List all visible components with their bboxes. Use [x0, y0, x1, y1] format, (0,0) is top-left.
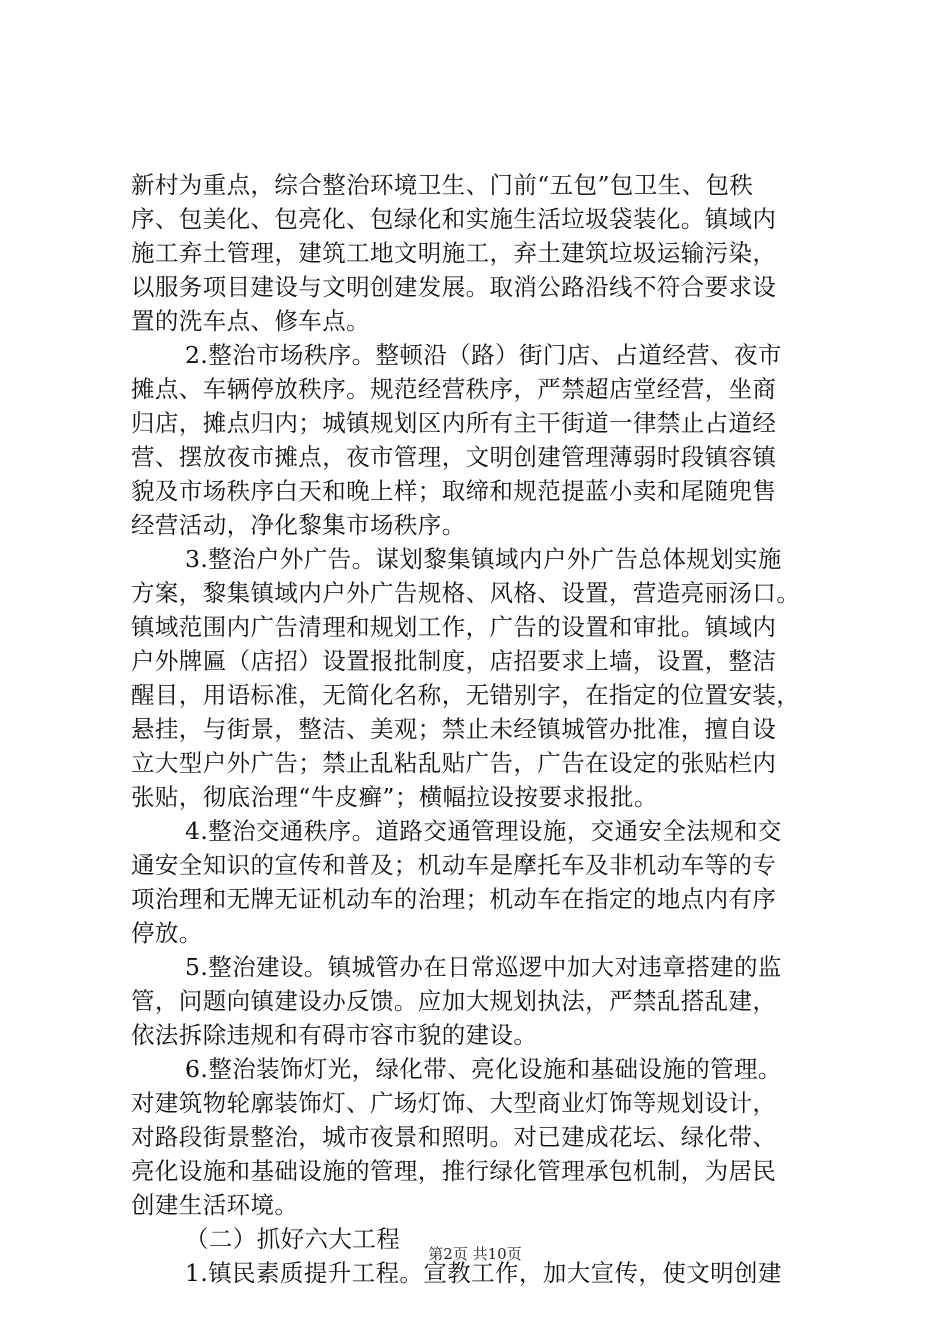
text-line: 置的洗车点、修车点。	[131, 307, 370, 335]
text-line: 停放。	[131, 919, 203, 947]
text-line: 序、包美化、包亮化、包绿化和实施生活垃圾袋装化。镇域内	[131, 205, 777, 233]
paragraph-start-line: 2.整治市场秩序。整顿沿（路）街门店、占道经营、夜市	[185, 341, 782, 369]
text-line: 管，问题向镇建设办反馈。应加大规划执法，严禁乱搭乱建，	[131, 987, 777, 1015]
paragraph-start-line: 3.整治户外广告。谋划黎集镇域内户外广告总体规划实施	[185, 545, 782, 573]
text-line: 通安全知识的宣传和普及；机动车是摩托车及非机动车等的专	[131, 851, 777, 879]
text-line: 施工弃土管理，建筑工地文明施工，弃土建筑垃圾运输污染，	[131, 239, 777, 267]
body-text	[131, 168, 831, 1290]
paragraph-start-line: 4.整治交通秩序。道路交通管理设施，交通安全法规和交	[185, 817, 782, 845]
text-line: 对路段街景整治，城市夜景和照明。对已建成花坛、绿化带、	[131, 1123, 777, 1151]
text-line: 摊点、车辆停放秩序。规范经营秩序，严禁超店堂经营，坐商	[131, 375, 777, 403]
page-footer: 第2页 共10页	[428, 1245, 522, 1263]
text-line: 醒目，用语标准，无简化名称，无错别字，在指定的位置安装，	[131, 681, 801, 709]
text-line: 以服务项目建设与文明创建发展。取消公路沿线不符合要求设	[131, 273, 777, 301]
text-line: 悬挂，与街景，整洁、美观；禁止未经镇城管办批准，擅自设	[131, 715, 777, 743]
text-line: 新村为重点，综合整治环境卫生、门前“五包”包卫生、包秩	[131, 171, 754, 199]
text-line: 营、摆放夜市摊点，夜市管理，文明创建管理薄弱时段镇容镇	[131, 443, 777, 471]
text-line: 方案，黎集镇域内户外广告规格、风格、设置，营造亮丽汤口。	[131, 579, 801, 607]
text-line: 经营活动，净化黎集市场秩序。	[131, 511, 466, 539]
paragraph-start-line: 5.整治建设。镇城管办在日常巡逻中加大对违章搭建的监	[185, 953, 782, 981]
paragraph-start-line: 6.整治装饰灯光，绿化带、亮化设施和基础设施的管理。	[185, 1055, 782, 1083]
text-line: 户外牌匾（店招）设置报批制度，店招要求上墙，设置，整洁	[131, 647, 777, 675]
text-line: 项治理和无牌无证机动车的治理；机动车在指定的地点内有序	[131, 885, 777, 913]
text-line: 亮化设施和基础设施的管理，推行绿化管理承包机制，为居民	[131, 1157, 777, 1185]
text-line: 归店，摊点归内；城镇规划区内所有主干街道一律禁止占道经	[131, 409, 777, 437]
text-line: 依法拆除违规和有碍市容市貌的建设。	[131, 1021, 538, 1049]
text-line: 张贴，彻底治理“牛皮癣”；横幅拉设按要求报批。	[131, 783, 658, 811]
text-line: 貌及市场秩序白天和晚上样；取缔和规范提蓝小卖和尾随兜售	[131, 477, 777, 505]
text-line: 创建生活环境。	[131, 1191, 299, 1219]
paragraph-start-line: 1.镇民素质提升工程。宣教工作，加大宣传，使文明创建	[185, 1259, 782, 1287]
text-line: 对建筑物轮廓装饰灯、广场灯饰、大型商业灯饰等规划设计，	[131, 1089, 777, 1117]
text-line: 镇域范围内广告清理和规划工作，广告的设置和审批。镇域内	[131, 613, 777, 641]
section-heading: （二）抓好六大工程	[185, 1225, 401, 1253]
text-line: 立大型户外广告；禁止乱粘乱贴广告，广告在设定的张贴栏内	[131, 749, 777, 777]
